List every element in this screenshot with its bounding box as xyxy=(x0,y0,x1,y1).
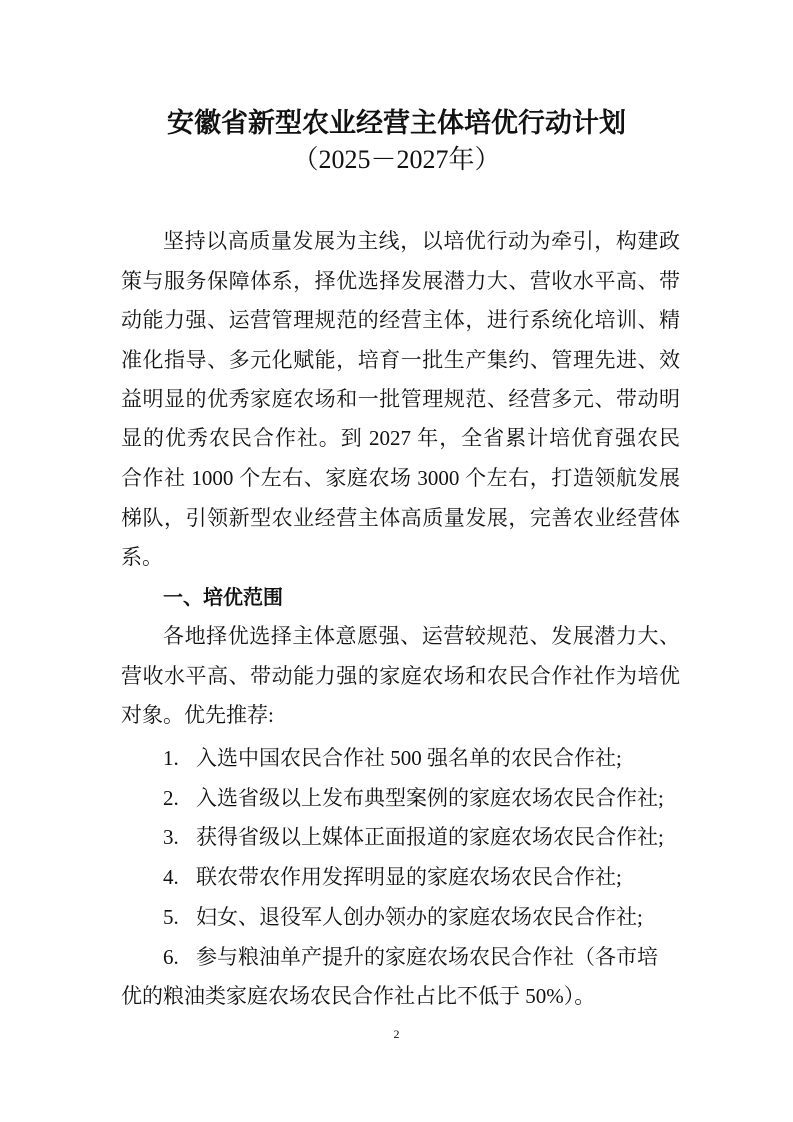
paragraph-line: 对象。优先推荐: xyxy=(121,703,274,727)
paragraph-line: 益明显的优秀家庭农场和一批管理规范、经营多元、带动明 xyxy=(121,387,680,411)
paragraph-line: 策与服务保障体系，择优选择发展潜力大、营收水平高、带 xyxy=(121,269,680,293)
list-number: 1. xyxy=(163,746,179,770)
paragraph-line: 系。 xyxy=(121,545,163,569)
list-item xyxy=(163,897,643,937)
list-item xyxy=(163,817,664,857)
list-number: 5. xyxy=(163,905,179,929)
list-item xyxy=(163,778,664,818)
list-number: 4. xyxy=(163,865,179,889)
list-number: 3. xyxy=(163,825,179,849)
document-title: 安徽省新型农业经营主体培优行动计划 xyxy=(167,108,626,138)
paragraph-line: 坚持以高质量发展为主线，以培优行动为牵引，构建政 xyxy=(163,229,680,253)
list-text: 参与粮油单产提升的家庭农场农民合作社（各市培 xyxy=(196,945,658,969)
list-text: 入选省级以上发布典型案例的家庭农场农民合作社; xyxy=(196,786,664,810)
list-number: 6. xyxy=(163,945,179,969)
list-item xyxy=(163,937,658,977)
paragraph-line: 梯队，引领新型农业经营主体高质量发展，完善农业经营体 xyxy=(121,506,680,530)
list-number: 2. xyxy=(163,786,179,810)
section-heading: 一、培优范围 xyxy=(163,585,283,609)
page-number: 2 xyxy=(393,1027,400,1041)
paragraph-line: 合作社 1000 个左右、家庭农场 3000 个左右，打造领航发展 xyxy=(121,466,680,490)
list-text: 入选中国农民合作社 500 强名单的农民合作社; xyxy=(196,746,622,770)
list-item xyxy=(163,738,622,778)
list-text: 获得省级以上媒体正面报道的家庭农场农民合作社; xyxy=(196,825,664,849)
paragraph-line: 显的优秀农民合作社。到 2027 年，全省累计培优育强农民 xyxy=(121,426,680,450)
paragraph-line: 各地择优选择主体意愿强、运营较规范、发展潜力大、 xyxy=(163,624,680,648)
document-subtitle: （2025－2027年） xyxy=(292,145,501,174)
list-item-continuation: 优的粮油类家庭农场农民合作社占比不低于 50%）。 xyxy=(121,984,596,1008)
paragraph-line: 营收水平高、带动能力强的家庭农场和农民合作社作为培优 xyxy=(121,664,680,688)
list-item xyxy=(163,857,622,897)
paragraph-line: 动能力强、运营管理规范的经营主体，进行系统化培训、精 xyxy=(121,308,680,332)
list-text: 妇女、退役军人创办领办的家庭农场农民合作社; xyxy=(196,905,643,929)
paragraph-line: 准化指导、多元化赋能，培育一批生产集约、管理先进、效 xyxy=(121,348,680,372)
list-text: 联农带农作用发挥明显的家庭农场农民合作社; xyxy=(196,865,622,889)
